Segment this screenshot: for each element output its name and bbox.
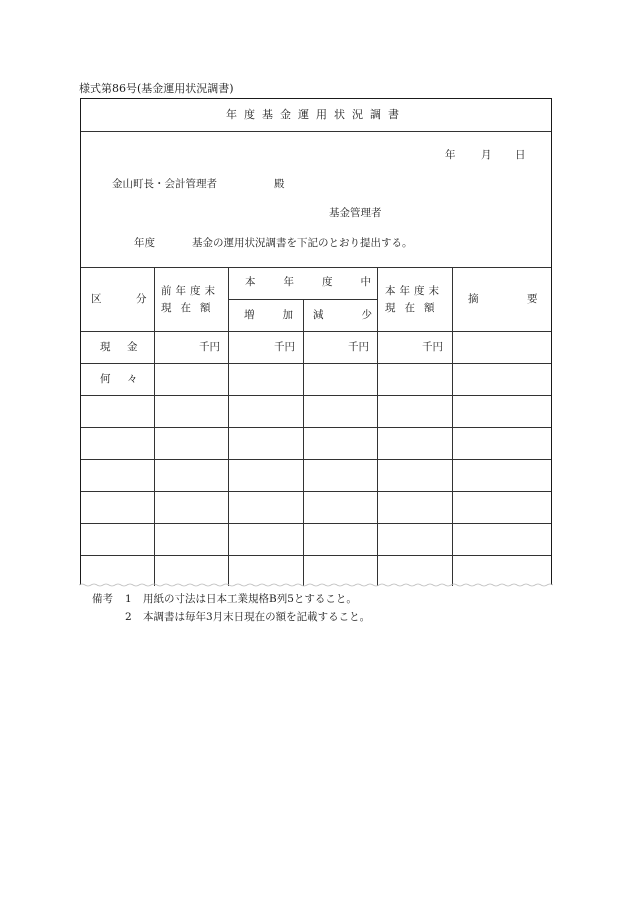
note-2-text: 本調書は毎年3月末日現在の額を記載すること。: [143, 611, 371, 623]
header-decrease: 減少: [313, 309, 410, 321]
note-2-number: 2: [125, 611, 132, 623]
header-remarks-2: 要: [527, 293, 538, 305]
form-number-caption: 様式第86号(基金運用状況調書): [79, 82, 234, 95]
header-current-balance-line1: 本年度末: [385, 285, 443, 297]
header-current-balance-line2: 現在額: [385, 302, 444, 314]
row-cash-label-2: 金: [127, 341, 138, 353]
table-top-line: [81, 267, 551, 268]
notes-label: 備考: [92, 593, 113, 605]
row-cash-prev-unit: 千円: [199, 341, 220, 353]
header-prev-balance-line1: 前年度末: [161, 285, 219, 297]
row-cash-label-1: 現: [100, 341, 111, 353]
row-line: [81, 523, 551, 524]
submitter-title: 基金管理者: [329, 207, 382, 219]
header-current-year: 本年度中: [245, 276, 399, 288]
addressee-honorific: 殿: [274, 178, 285, 190]
row-line: [81, 555, 551, 556]
row-line: [81, 427, 551, 428]
row-line: [81, 395, 551, 396]
row-etc-label-2: 々: [127, 373, 138, 385]
row-line: [81, 491, 551, 492]
column-divider: [154, 267, 155, 586]
intro-year-label: 年度: [134, 237, 155, 249]
note-1-text: 用紙の寸法は日本工業規格B列5とすること。: [143, 593, 357, 605]
torn-edge: [79, 583, 553, 587]
row-etc-label-1: 何: [100, 373, 111, 385]
header-bottom-line: [81, 331, 551, 332]
addressee-name: 金山町長・会計管理者: [112, 178, 217, 190]
column-divider: [228, 267, 229, 586]
form-frame: [80, 98, 552, 585]
form-title: 年度基金運用状況調書: [226, 108, 406, 121]
header-category-1: 区: [91, 293, 102, 305]
title-divider: [81, 131, 551, 132]
row-cash-current-unit: 千円: [422, 341, 443, 353]
row-cash-decrease-unit: 千円: [348, 341, 369, 353]
header-category-2: 分: [136, 293, 147, 305]
header-increase: 増加: [244, 309, 321, 321]
intro-text: 基金の運用状況調書を下記のとおり提出する。: [192, 237, 413, 249]
row-line: [81, 459, 551, 460]
row-cash-increase-unit: 千円: [274, 341, 295, 353]
header-prev-balance-line2: 現在額: [161, 302, 220, 314]
date-day-label: 日: [515, 149, 526, 161]
row-line: [81, 363, 551, 364]
column-divider: [303, 299, 304, 586]
date-month-label: 月: [481, 149, 492, 161]
header-remarks-1: 摘: [468, 293, 479, 305]
column-divider: [452, 267, 453, 586]
note-1-number: 1: [125, 593, 132, 605]
date-year-label: 年: [445, 149, 456, 161]
